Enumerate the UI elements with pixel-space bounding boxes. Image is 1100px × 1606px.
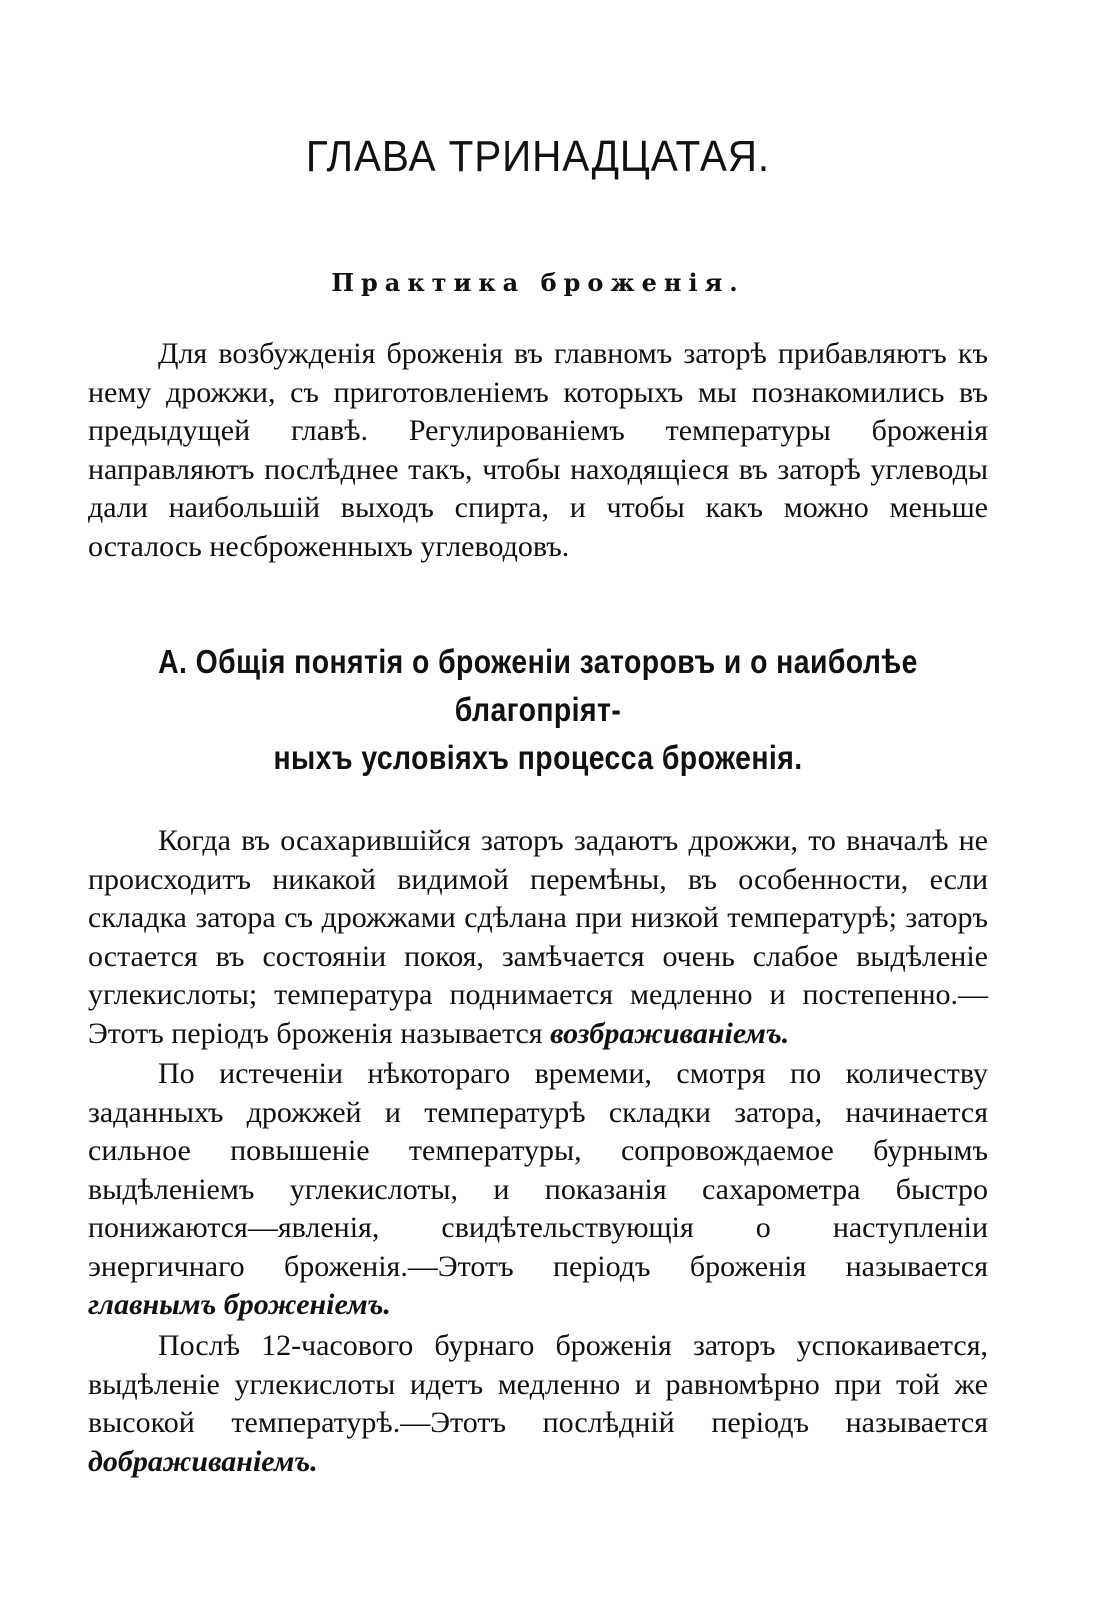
paragraph-fermentation-start xyxy=(88,822,988,1053)
paragraph-after-fermentation xyxy=(88,1327,988,1481)
paragraph-main-fermentation xyxy=(88,1055,988,1325)
intro-paragraph: Для возбужденія броженія въ главномъ заторѣ прибавляютъ къ нему дрожжи, съ приготовленіемъ которыхъ мы познакомились въ предыдущей главѣ. Регулированіемъ температуры броженія направляютъ послѣднее такъ, чтобы находящіеся въ заторѣ углеводы дали наибольшій выходъ спирта, и чтобы какъ можно меньше осталось несброженныхъ углеводовъ. xyxy=(88,337,988,563)
italic-term: главнымъ броженіемъ. xyxy=(88,1288,391,1321)
chapter-subtitle: Практика броженія. xyxy=(331,268,745,297)
italic-term: дображиваніемъ. xyxy=(88,1444,318,1478)
chapter-title: ГЛАВА ТРИНАДЦАТАЯ. xyxy=(305,132,771,181)
section-heading xyxy=(151,638,925,782)
section-heading-line-2: ныхъ условіяхъ процесса броженія. xyxy=(273,739,803,776)
section-heading-line-1: А. Общія понятія о броженіи заторовъ и о наиболѣе благопріят- xyxy=(158,643,918,728)
book-page xyxy=(88,0,988,1606)
italic-term: возбраживаніемъ. xyxy=(550,1016,790,1050)
paragraph-text: Когда въ осахарившійся заторъ задаютъ дрожжи, то вначалѣ не происходитъ никакой видимой перемѣны, въ особенности, если складка затора съ дрожжами сдѣлана при низкой температурѣ; заторъ остается въ состояніи покоя, замѣчается очень слабое выдѣленіе углекислоты; температура поднимается медленно и постепенно.—Этотъ періодъ броженія называется xyxy=(88,824,988,1050)
paragraph-text: Послѣ 12-часового бурнаго броженія заторъ успокаивается, выдѣленіе углекислоты идетъ медленно и равномѣрно при той же высокой температурѣ.—Этотъ послѣдній періодъ называется xyxy=(88,1329,988,1439)
paragraph-text: По истеченіи нѣкотораго времеми, смотря по количеству заданныхъ дрожжей и температурѣ складки затора, начинается сильное повышеніе температуры, сопровождаемое бурнымъ выдѣленіемъ углекислоты, и показанія сахарометра быстро понижаются—явленія, свидѣтельствующія о наступленіи энергичнаго броженія.—Этотъ періодъ броженія называется xyxy=(88,1057,988,1283)
